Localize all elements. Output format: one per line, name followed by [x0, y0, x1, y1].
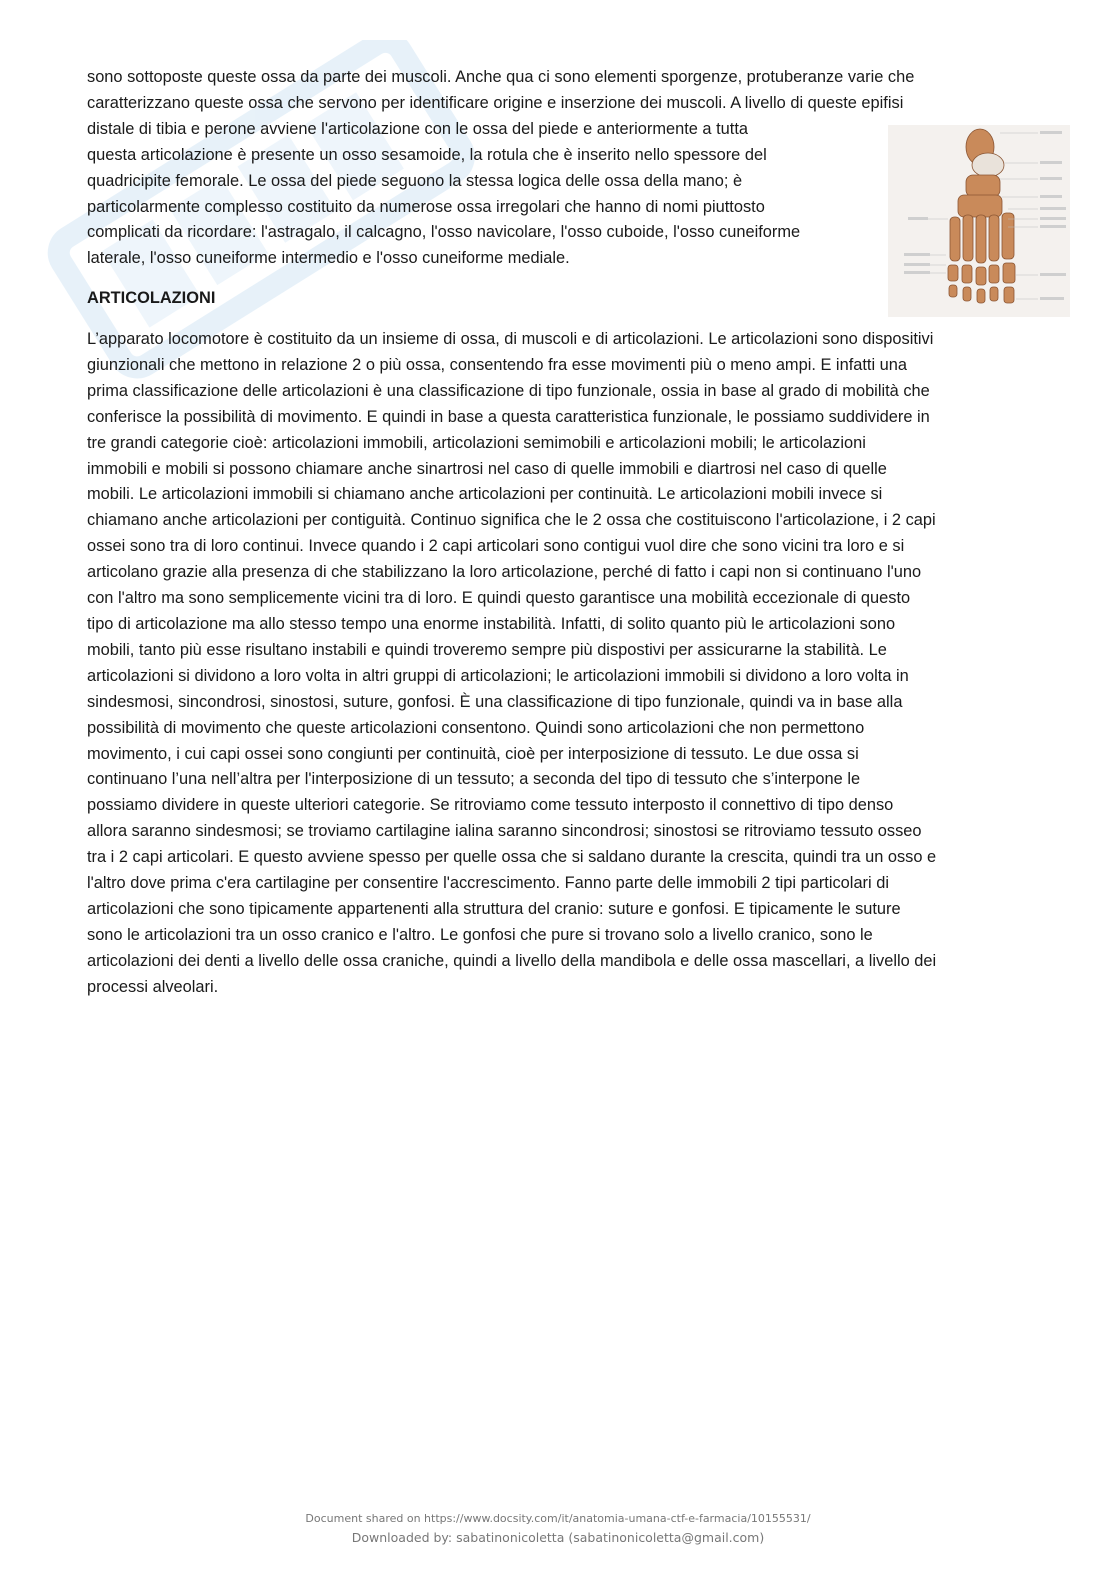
paragraph-articolazioni — [87, 327, 1032, 1001]
text-line: immobili e mobili si possono chiamare anche sinartrosi nel caso di quelle immobili e diartrosi nel caso di quelle — [87, 459, 887, 478]
text-line: articolazioni dei denti a livello delle ossa craniche, quindi a livello della mandibola e delle ossa mascellari, a livello dei — [87, 951, 937, 970]
text-line: continuano l’una nell’altra per l'interposizione di un tessuto; a seconda del tipo di tessuto che s’interpone le — [87, 770, 861, 789]
text-line: allora saranno sindesmosi; se troviamo cartilagine ialina saranno sincondrosi; sinostosi se ritroviamo tessuto osseo — [87, 822, 922, 841]
text-line: tra i 2 capi articolari. E questo avviene spesso per quelle ossa che si saldano durante la crescita, quindi tra un osso e — [87, 848, 937, 867]
paragraph-wrap-beside-figure — [87, 117, 877, 272]
text-line: particolarmente complesso costituito da numerose ossa irregolari che hanno di nomi piuttosto — [87, 197, 765, 216]
text-line: quadricipite femorale. Le ossa del piede seguono la stessa logica delle ossa della mano; è — [87, 171, 743, 190]
text-line: sindesmosi, sincondrosi, sinostosi, suture, gonfosi. È una classificazione di tipo funzionale, quindi va in base alla — [87, 692, 903, 711]
text-line: L’apparato locomotore è costituito da un insieme di ossa, di muscoli e di articolazioni. Le articolazioni sono dispositivi — [87, 330, 934, 348]
text-line: tipo di articolazione ma allo stesso tempo una enorme instabilità. Infatti, di solito quanto più le articolazioni sono — [87, 614, 896, 633]
text-line: complicati da ricordare: l'astragalo, il calcagno, l'osso navicolare, l'osso cuboide, l'osso cuneiforme — [87, 223, 801, 242]
section-heading: ARTICOLAZIONI — [87, 289, 216, 307]
text-line: mobili, tanto più esse risultano instabili e quindi troveremo sempre più dispostivi per assicurarne la stabilità. Le — [87, 640, 887, 659]
text-line: distale di tibia e perone avviene l'articolazione con le ossa del piede e anteriormente a tutta — [87, 119, 748, 138]
footer-shared-link[interactable]: Document shared on https://www.docsity.com/it/anatomia-umana-ctf-e-farmacia/10155531/ — [305, 1512, 811, 1525]
text-line: sono sottoposte queste ossa da parte dei muscoli. Anche qua ci sono elementi sporgenze, protuberanze varie che — [87, 68, 915, 86]
foot-bones-figure — [888, 125, 1070, 317]
text-line: articolazioni si dividono a loro volta in altri gruppi di articolazioni; le articolazioni immobili si dividono a loro volta in — [87, 666, 909, 685]
text-line: chiamano anche articolazioni per contiguità. Continuo significa che le 2 ossa che costituiscono l'articolazione, i 2 capi — [87, 511, 936, 530]
text-line: processi alveolari. — [87, 977, 219, 996]
text-line: articolano grazie alla presenza di che stabilizzano la loro articolazione, perché di fatto i capi non si continuano l'uno — [87, 563, 922, 582]
text-line: giunzionali che mettono in relazione 2 o più ossa, consentendo fra esse movimenti più o meno ampi. E infatti una — [87, 355, 908, 374]
text-line: questa articolazione è presente un osso sesamoide, la rotula che è inserito nello spessore del — [87, 145, 767, 164]
text-line: l'altro dove prima c'era cartilagine per consentire l'accrescimento. Fanno parte delle immobili 2 tipi particolari di — [87, 874, 889, 893]
text-line: possibilità di movimento che queste articolazioni consentono. Quindi sono articolazioni che non permettono — [87, 718, 865, 737]
text-line: mobili. Le articolazioni immobili si chiamano anche articolazioni per continuità. Le articolazioni mobili invece si — [87, 485, 883, 504]
text-line: sono le articolazioni tra un osso cranico e l'altro. Le gonfosi che pure si trovano solo a livello cranico, sono le — [87, 925, 873, 944]
footer-downloaded-by: Downloaded by: sabatinonicoletta (sabatinonicoletta@gmail.com) — [351, 1530, 765, 1545]
text-line: conferisce la possibilità di movimento. E quindi in base a questa caratteristica funzionale, le possiamo suddividere in — [87, 407, 930, 426]
text-line: caratterizzano queste ossa che servono per identificare origine e inserzione dei muscoli. A livello di queste epifisi — [87, 93, 904, 112]
text-line: tre grandi categorie cioè: articolazioni immobili, articolazioni semimobili e articolazioni mobili; le articolazioni — [87, 433, 866, 452]
text-line: possiamo dividere in queste ulteriori categorie. Se ritroviamo come tessuto interposto il connettivo di tipo denso — [87, 796, 894, 815]
text-line: prima classificazione delle articolazioni è una classificazione di tipo funzionale, ossia in base al grado di mobilità che — [87, 381, 930, 400]
text-line: movimento, i cui capi ossei sono congiunti per continuità, cioè per interposizione di tessuto. Le due ossa si — [87, 744, 859, 763]
text-line: ossei sono tra di loro continui. Invece quando i 2 capi articolari sono contigui vuol dire che sono vicini tra loro e si — [87, 537, 905, 556]
text-line: articolazioni che sono tipicamente appartenenti alla struttura del cranio: suture e gonfosi. E tipicamente le suture — [87, 899, 901, 918]
text-line: con l'altro ma sono semplicemente vicini tra di loro. E quindi questo garantisce una mobilità eccezionale di questo — [87, 589, 911, 608]
text-line: laterale, l'osso cuneiforme intermedio e l'osso cuneiforme mediale. — [87, 249, 570, 268]
